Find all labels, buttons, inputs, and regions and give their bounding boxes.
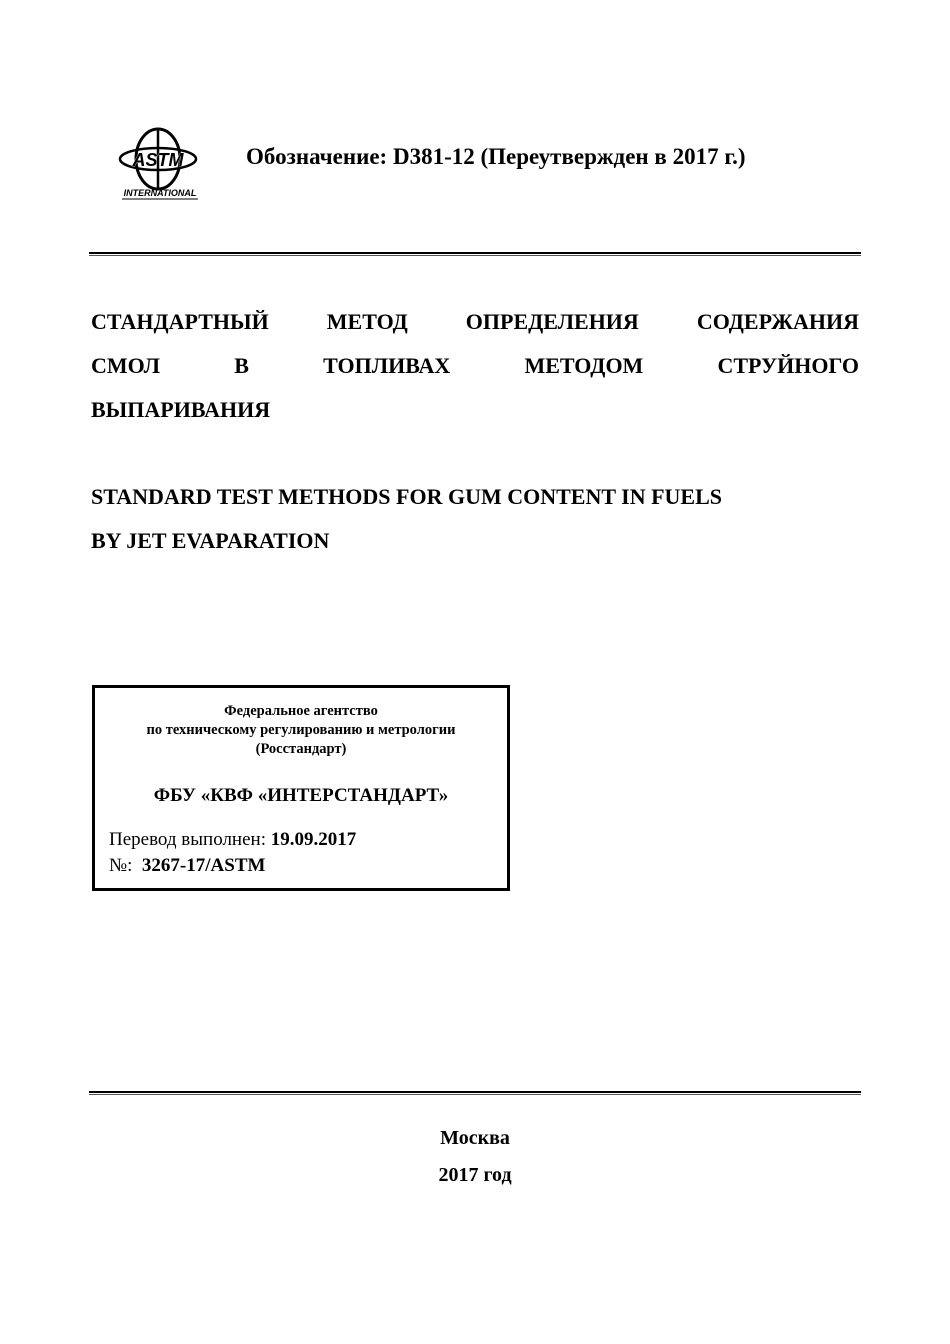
stamp-translation-date-row bbox=[109, 829, 356, 851]
astm-logo-subtext: INTERNATIONAL bbox=[123, 188, 197, 198]
stamp-agency-line: по техническому регулированию и метрологии bbox=[146, 722, 456, 738]
stamp-number-row bbox=[109, 855, 265, 877]
title-ru-line: ВЫПАРИВАНИЯ bbox=[91, 397, 271, 422]
stamp-translated-date: 19.09.2017 bbox=[270, 829, 357, 850]
stamp-organization: ФБУ «КВФ «ИНТЕРСТАНДАРТ» bbox=[153, 785, 449, 806]
title-en-line: STANDARD TEST METHODS FOR GUM CONTENT IN FUELS bbox=[91, 484, 722, 509]
footer-city: Москва bbox=[440, 1127, 510, 1149]
astm-logo-text: ASTM bbox=[132, 150, 184, 170]
top-divider bbox=[89, 252, 861, 257]
astm-logo bbox=[118, 125, 202, 201]
title-en-line: BY JET EVAPARATION bbox=[91, 528, 330, 553]
stamp-number-label: №: bbox=[109, 855, 133, 876]
stamp-translated-label: Перевод выполнен: bbox=[109, 829, 266, 850]
bottom-divider bbox=[89, 1091, 861, 1096]
stamp-agency bbox=[95, 702, 507, 759]
title-ru-line: СМОЛ В ТОПЛИВАХ МЕТОДОМ СТРУЙНОГО bbox=[91, 353, 859, 378]
translation-stamp bbox=[92, 685, 510, 891]
stamp-number-value: 3267-17/ASTM bbox=[141, 855, 266, 876]
standard-designation: Обозначение: D381-12 (Переутвержден в 2017 г.) bbox=[246, 144, 746, 169]
title-russian bbox=[91, 300, 859, 432]
title-ru-line: СТАНДАРТНЫЙ МЕТОД ОПРЕДЕЛЕНИЯ СОДЕРЖАНИЯ bbox=[91, 309, 859, 334]
title-english bbox=[91, 475, 859, 563]
footer-year: 2017 год bbox=[438, 1164, 512, 1186]
stamp-agency-line: Федеральное агентство bbox=[224, 703, 378, 719]
stamp-agency-line: (Росстандарт) bbox=[255, 741, 347, 757]
